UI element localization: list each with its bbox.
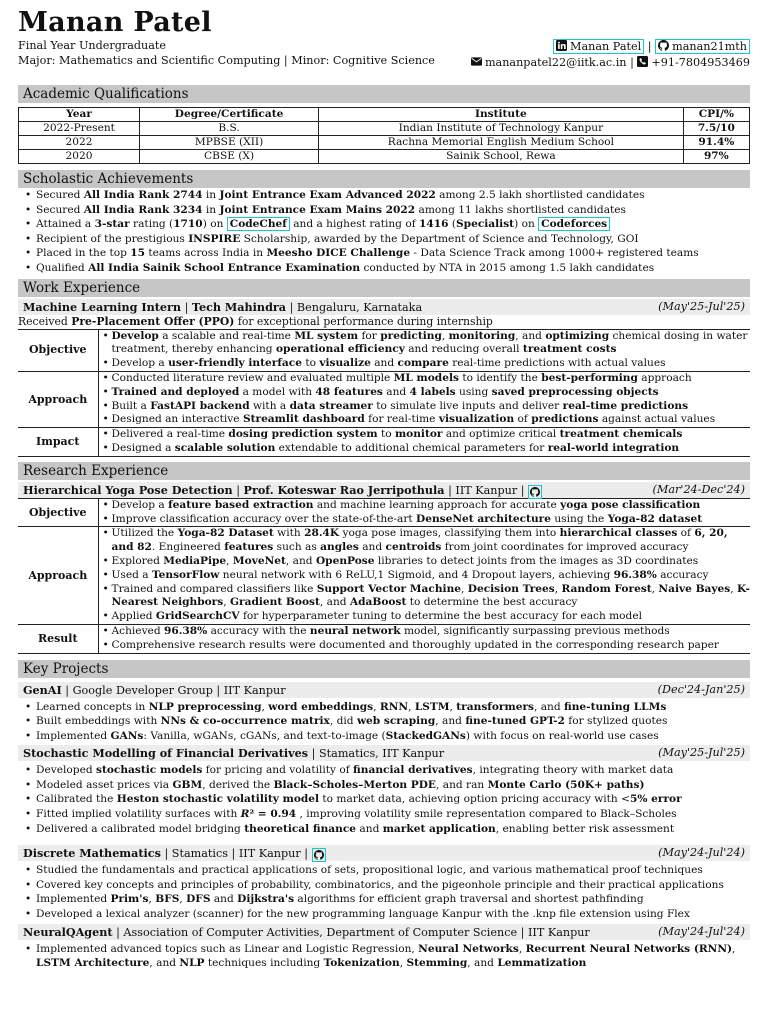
table-header-cell: CPI/%: [683, 108, 749, 122]
list-item: • Calibrated the Heston stochastic volatility model to market data, achieving option pricing accuracy with <5% error: [36, 792, 750, 807]
table-cell: CBSE (X): [140, 150, 319, 164]
row-label: Impact: [18, 428, 98, 457]
list-item: • Developed a lexical analyzer (scanner) for the new programming language Kanpur with the .knp file extension using Flex: [36, 907, 750, 922]
bullet-list: [18, 863, 750, 921]
list-item: • Attained a 3-star rating (1710) on CodeChef and a highest rating of 1416 (Specialist) on Codeforces: [36, 217, 750, 232]
list-item: • Built a FastAPI backend with a data streamer to simulate live inputs and deliver real-time predictions: [103, 400, 751, 414]
list-item: • Designed an interactive Streamlit dashboard for real-time visualization of predictions against actual values: [103, 413, 751, 427]
list-item: • Placed in the top 15 teams across India in Meesho DICE Challenge - Data Science Track among 1000+ registered teams: [36, 246, 750, 261]
bullet-list: [103, 625, 751, 653]
project-header: [18, 745, 750, 761]
work-title: Machine Learning Intern | Tech Mahindra | Bengaluru, Karnataka: [23, 299, 423, 314]
row-label: Result: [18, 624, 98, 653]
linkedin-label: Manan Patel: [570, 40, 642, 53]
grid-row: [18, 428, 750, 457]
bullet-list: [18, 700, 750, 744]
project-header: [18, 682, 750, 698]
project-title: NeuralQAgent | Association of Computer Activities, Department of Computer Science | IIT Kanpur: [23, 924, 590, 939]
list-item: • Implemented Prim's, BFS, DFS and Dijkstra's algorithms for efficient graph traversal and shortest pathfinding: [36, 892, 750, 907]
bullet-list: [103, 428, 751, 456]
projects-list: [18, 682, 750, 971]
contact-block: [471, 39, 750, 71]
list-item: • Applied GridSearchCV for hyperparameter tuning to determine the best accuracy for each model: [103, 610, 751, 624]
list-item: • Delivered a real-time dosing prediction system to monitor and optimize critical treatment chemicals: [103, 428, 751, 442]
list-item: • Secured All India Rank 3234 in Joint Entrance Exam Mains 2022 among 11 lakhs shortlisted candidates: [36, 203, 750, 218]
bullet-list: [18, 763, 750, 836]
phone-number[interactable]: +91-7804953469: [651, 56, 750, 69]
list-item: • Built embeddings with NNs & co-occurrence matrix, did web scraping, and fine-tuned GPT-2 for stylized quotes: [36, 714, 750, 729]
resume-header: [18, 8, 750, 88]
row-label: Objective: [18, 498, 98, 527]
list-item: • Explored MediaPipe, MoveNet, and OpenPose libraries to detect joints from the images as 3D coordinates: [103, 555, 751, 569]
project-title: Discrete Mathematics | Stamatics | IIT Kanpur |: [23, 846, 309, 861]
grid-row: [18, 371, 750, 427]
table-cell: 2020: [19, 150, 140, 164]
section-scholastic: Scholastic Achievements: [18, 170, 750, 188]
table-cell: B.S.: [140, 122, 319, 136]
row-content: [98, 527, 750, 625]
person-name: Manan Patel: [18, 7, 212, 38]
table-cell: Indian Institute of Technology Kanpur: [319, 122, 684, 136]
work-grid: [18, 329, 750, 457]
row-content: [98, 371, 750, 427]
table-cell: 91.4%: [683, 136, 749, 150]
table-cell: 2022: [19, 136, 140, 150]
list-item: • Modeled asset prices via GBM, derived the Black–Scholes–Merton PDE, and ran Monte Carlo (50K+ paths): [36, 778, 750, 793]
project-header: [18, 845, 750, 861]
project-date: (May'24-Jul'24): [658, 924, 745, 938]
bullet-list: [103, 499, 751, 527]
github-repo-link[interactable]: [528, 485, 542, 499]
table-cell: Sainik School, Rewa: [319, 150, 684, 164]
project-date: (May'25-Jul'25): [658, 746, 745, 760]
phone-icon: [637, 56, 648, 67]
project-title: GenAI | Google Developer Group | IIT Kanpur: [23, 682, 286, 697]
row-content: [98, 498, 750, 527]
section-projects: Key Projects: [18, 660, 750, 678]
list-item: • Recipient of the prestigious INSPIRE Scholarship, awarded by the Department of Science and Technology, GOI: [36, 232, 750, 247]
research-entry-header: [18, 482, 750, 498]
github-icon: [530, 487, 540, 497]
row-content: [98, 624, 750, 653]
separator: |: [630, 56, 634, 69]
grid-row: [18, 329, 750, 371]
list-item: • Secured All India Rank 2744 in Joint Entrance Exam Advanced 2022 among 2.5 lakh shortlisted candidates: [36, 188, 750, 203]
github-link[interactable]: [655, 39, 750, 54]
envelope-icon: [471, 56, 482, 67]
table-header-cell: Year: [19, 108, 140, 122]
table-cell: 97%: [683, 150, 749, 164]
row-label: Approach: [18, 371, 98, 427]
table-header-cell: Institute: [319, 108, 684, 122]
project-date: (Dec'24-Jan'25): [657, 682, 745, 696]
list-item: • Trained and deployed a model with 48 features and 4 labels using saved preprocessing objects: [103, 386, 751, 400]
table-cell: MPBSE (XII): [140, 136, 319, 150]
list-item: • Develop a scalable and real-time ML system for predicting, monitoring, and optimizing chemical dosing in water treatment, thereby enhancing operational efficiency and reducing overall treatment costs: [103, 330, 751, 358]
ppo-line: Received Pre-Placement Offer (PPO) for exceptional performance during internship: [18, 314, 493, 328]
project-title: Stochastic Modelling of Financial Derivatives | Stamatics, IIT Kanpur: [23, 746, 445, 761]
github-icon: [314, 850, 324, 860]
github-label: manan21mth: [672, 40, 747, 53]
bullet-list: [18, 942, 750, 971]
list-item: • Used a TensorFlow neural network with 6 ReLU,1 Sigmoid, and 4 Dropout layers, achieving 96.38% accuracy: [103, 569, 751, 583]
row-label: Approach: [18, 527, 98, 625]
work-date: (May'25-Jul'25): [658, 299, 745, 313]
table-row: [19, 122, 750, 136]
list-item: • Learned concepts in NLP preprocessing, word embeddings, RNN, LSTM, transformers, and fine-tuning LLMs: [36, 700, 750, 715]
section-academic: Academic Qualifications: [18, 85, 750, 103]
grid-row: [18, 624, 750, 653]
list-item: • Utilized the Yoga-82 Dataset with 28.4K yoga pose images, classifying them into hierarchical classes of 6, 20, and 82. Engineered features such as angles and centroids from joint coordinates for improved accuracy: [103, 527, 751, 555]
bullet-list: [103, 372, 751, 427]
list-item: • Comprehensive research results were documented and thoroughly updated in the corresponding research paper: [103, 639, 751, 653]
list-item: • Fitted implied volatility surfaces with R² = 0.94 , improving volatility smile representation compared to Black–Scholes: [36, 807, 750, 822]
project-header: [18, 924, 750, 940]
list-item: • Developed stochastic models for pricing and volatility of financial derivatives, integrating theory with market data: [36, 763, 750, 778]
table-cell: 7.5/10: [683, 122, 749, 136]
email-link[interactable]: mananpatel22@iitk.ac.in: [484, 56, 627, 69]
table-row: [19, 150, 750, 164]
row-content: [98, 329, 750, 371]
list-item: • Develop a user-friendly interface to visualize and compare real-time predictions with actual values: [103, 357, 751, 371]
row-content: [98, 428, 750, 457]
separator: |: [647, 40, 652, 53]
linkedin-icon: [556, 40, 567, 51]
list-item: • Qualified All India Sainik School Entrance Examination conducted by NTA in 2015 among 1.5 lakh candidates: [36, 261, 750, 276]
list-item: • Covered key concepts and principles of probability, combinatorics, and the pigeonhole principle and their practical applications: [36, 878, 750, 893]
list-item: • Designed a scalable solution extendable to additional chemical parameters for real-world integration: [103, 442, 751, 456]
list-item: • Delivered a calibrated model bridging theoretical finance and market application, enabling better risk assessment: [36, 822, 750, 837]
linkedin-link[interactable]: [553, 39, 644, 54]
row-label: Objective: [18, 329, 98, 371]
list-item: • Trained and compared classifiers like Support Vector Machine, Decision Trees, Random Forest, Naive Bayes, K-Nearest Neighbors, Gradient Boost, and AdaBoost to determine the best accuracy: [103, 583, 751, 611]
github-repo-link[interactable]: [312, 848, 326, 862]
table-header-cell: Degree/Certificate: [140, 108, 319, 122]
list-item: • Develop a feature based extraction and machine learning approach for accurate yoga pose classification: [103, 499, 751, 513]
research-grid: [18, 498, 750, 654]
research-title: Hierarchical Yoga Pose Detection | Prof. Koteswar Rao Jerripothula | IIT Kanpur |: [23, 482, 525, 497]
list-item: • Implemented advanced topics such as Linear and Logistic Regression, Neural Networks, Recurrent Neural Networks (RNN), LSTM Architecture, and NLP techniques including Tokenization, Stemming, and Lemmatization: [36, 942, 750, 971]
section-work: Work Experience: [18, 279, 750, 297]
work-entry-header: [18, 299, 750, 315]
grid-row: [18, 498, 750, 527]
section-research: Research Experience: [18, 462, 750, 480]
bullet-list: [103, 330, 751, 371]
list-item: • Achieved 96.38% accuracy with the neural network model, significantly surpassing previous methods: [103, 625, 751, 639]
list-item: • Improve classification accuracy over the state-of-the-art DenseNet architecture using the Yoga-82 dataset: [103, 513, 751, 527]
academic-table: [18, 107, 750, 164]
project-date: (May'24-Jul'24): [658, 846, 745, 860]
list-item: • Studied the fundamentals and practical applications of sets, propositional logic, and various mathematical proof techniques: [36, 863, 750, 878]
major-minor: Major: Mathematics and Scientific Computing | Minor: Cognitive Science: [18, 54, 435, 67]
table-row: [19, 136, 750, 150]
list-item: • Conducted literature review and evaluated multiple ML models to identify the best-performing approach: [103, 372, 751, 386]
scholastic-list: [18, 188, 750, 276]
github-icon: [658, 40, 669, 51]
table-cell: Rachna Memorial English Medium School: [319, 136, 684, 150]
bullet-list: [103, 527, 751, 624]
research-date: (Mar'24-Dec'24): [652, 482, 745, 496]
grid-row: [18, 527, 750, 625]
table-cell: 2022-Present: [19, 122, 140, 136]
subtitle: Final Year Undergraduate: [18, 39, 167, 52]
list-item: • Implemented GANs: Vanilla, wGANs, cGANs, and text-to-image (StackedGANs) with focus on real-world use cases: [36, 729, 750, 744]
